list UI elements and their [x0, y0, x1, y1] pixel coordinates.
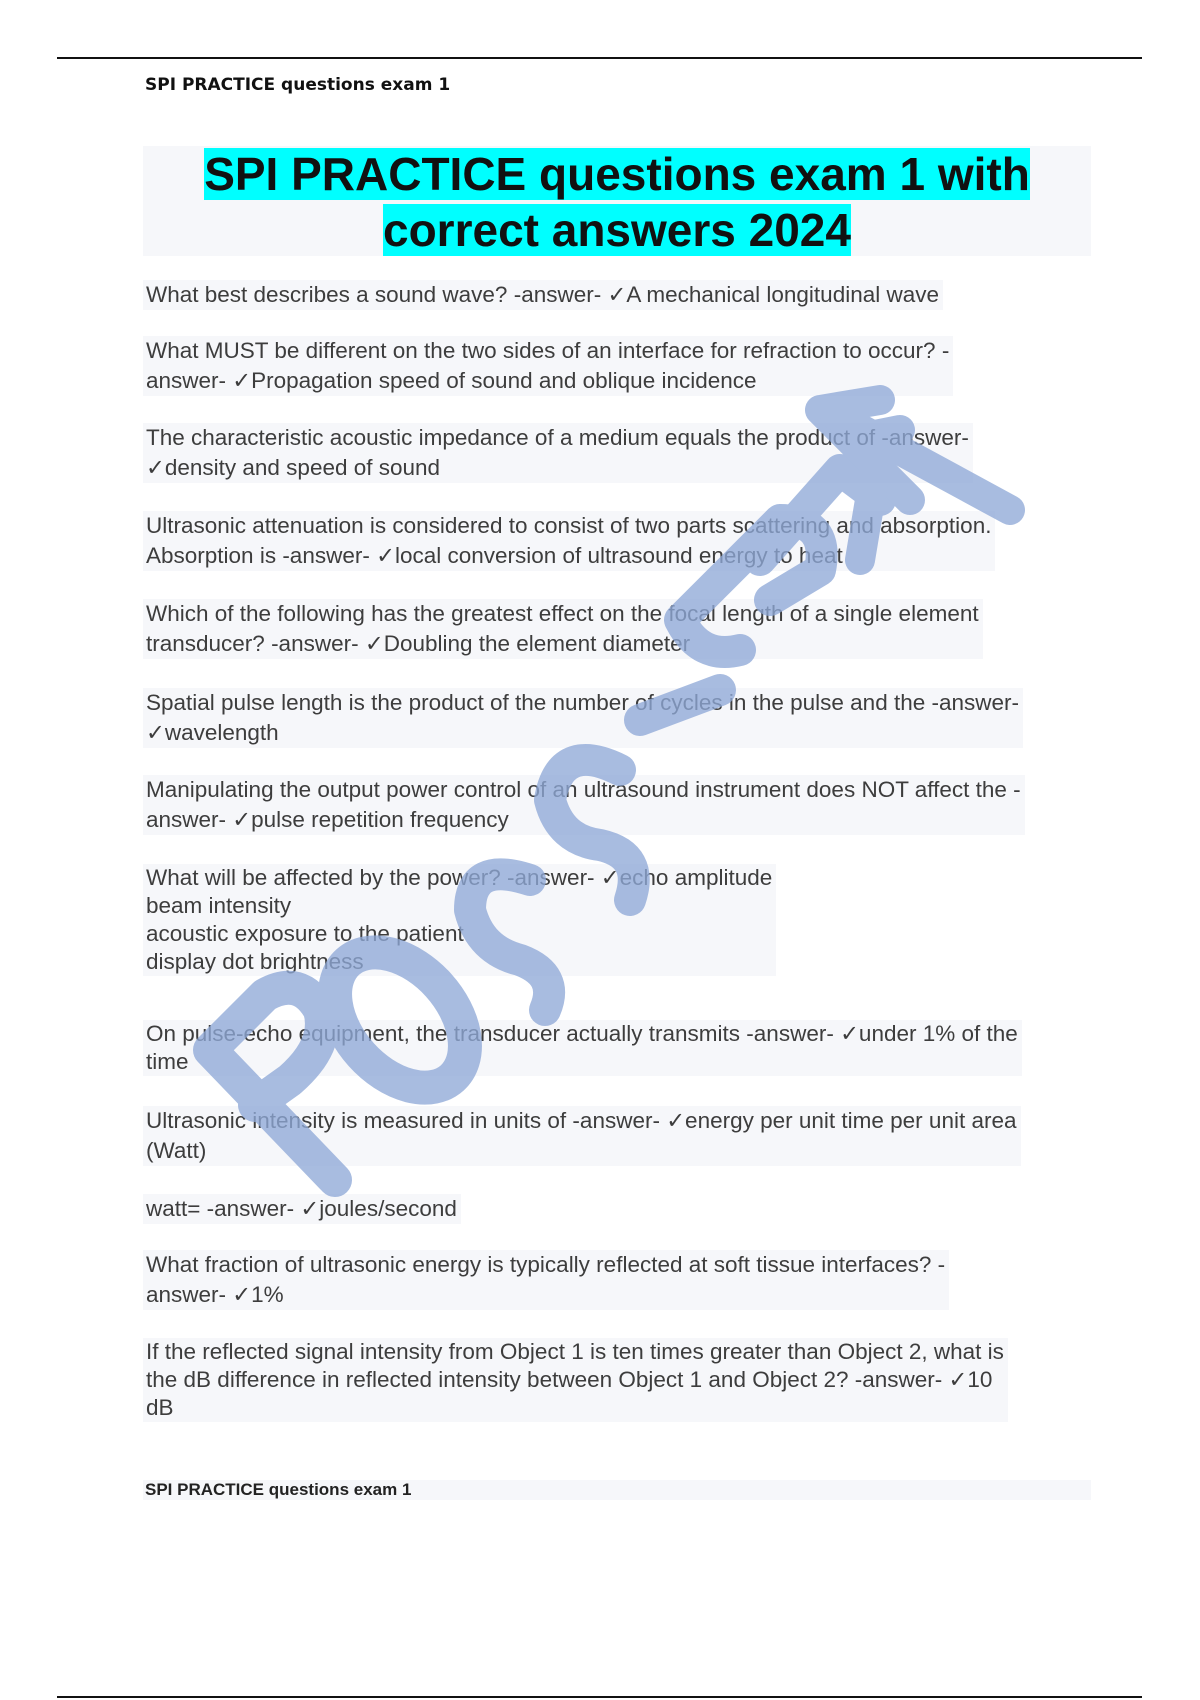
qa-item-6: Spatial pulse length is the product of the number of cycles in the pulse and the -answer- ✓wavelength	[143, 688, 1023, 748]
qa-item-8: What will be affected by the power? -answer- ✓echo amplitude beam intensity acoustic exposure to the patient display dot brightness	[143, 864, 776, 976]
qa-item-11: watt= -answer- ✓joules/second	[143, 1194, 461, 1224]
page-title-line-1: SPI PRACTICE questions exam 1 with	[204, 148, 1030, 200]
qa-item-3: The characteristic acoustic impedance of a medium equals the product of -answer- ✓density and speed of sound	[143, 423, 973, 483]
top-rule	[57, 57, 1142, 59]
running-footer: SPI PRACTICE questions exam 1	[145, 1480, 412, 1499]
qa-item-2: What MUST be different on the two sides of an interface for refraction to occur? - answer- ✓Propagation speed of sound and oblique incidence	[143, 336, 953, 396]
qa-item-4: Ultrasonic attenuation is considered to consist of two parts scattering and absorption. Absorption is -answer- ✓local conversion of ultrasound energy to heat	[143, 511, 995, 571]
bottom-rule	[57, 1696, 1142, 1698]
running-header: SPI PRACTICE questions exam 1	[145, 75, 451, 95]
qa-item-9: On pulse-echo equipment, the transducer actually transmits -answer- ✓under 1% of the time	[143, 1020, 1022, 1076]
qa-item-13: If the reflected signal intensity from Object 1 is ten times greater than Object 2, what is the dB difference in reflected intensity between Object 1 and Object 2? -answer- ✓10 dB	[143, 1338, 1008, 1422]
qa-item-1: What best describes a sound wave? -answer- ✓A mechanical longitudinal wave	[143, 280, 943, 310]
qa-item-10: Ultrasonic intensity is measured in units of -answer- ✓energy per unit time per unit area (Watt)	[143, 1106, 1021, 1166]
qa-item-12: What fraction of ultrasonic energy is typically reflected at soft tissue interfaces? - answer- ✓1%	[143, 1250, 949, 1310]
qa-item-7: Manipulating the output power control of an ultrasound instrument does NOT affect the - answer- ✓pulse repetition frequency	[143, 775, 1025, 835]
page-title	[143, 146, 1091, 258]
page-title-line-2: correct answers 2024	[383, 204, 851, 256]
qa-item-5: Which of the following has the greatest effect on the focal length of a single element transducer? -answer- ✓Doubling the element diameter	[143, 599, 983, 659]
